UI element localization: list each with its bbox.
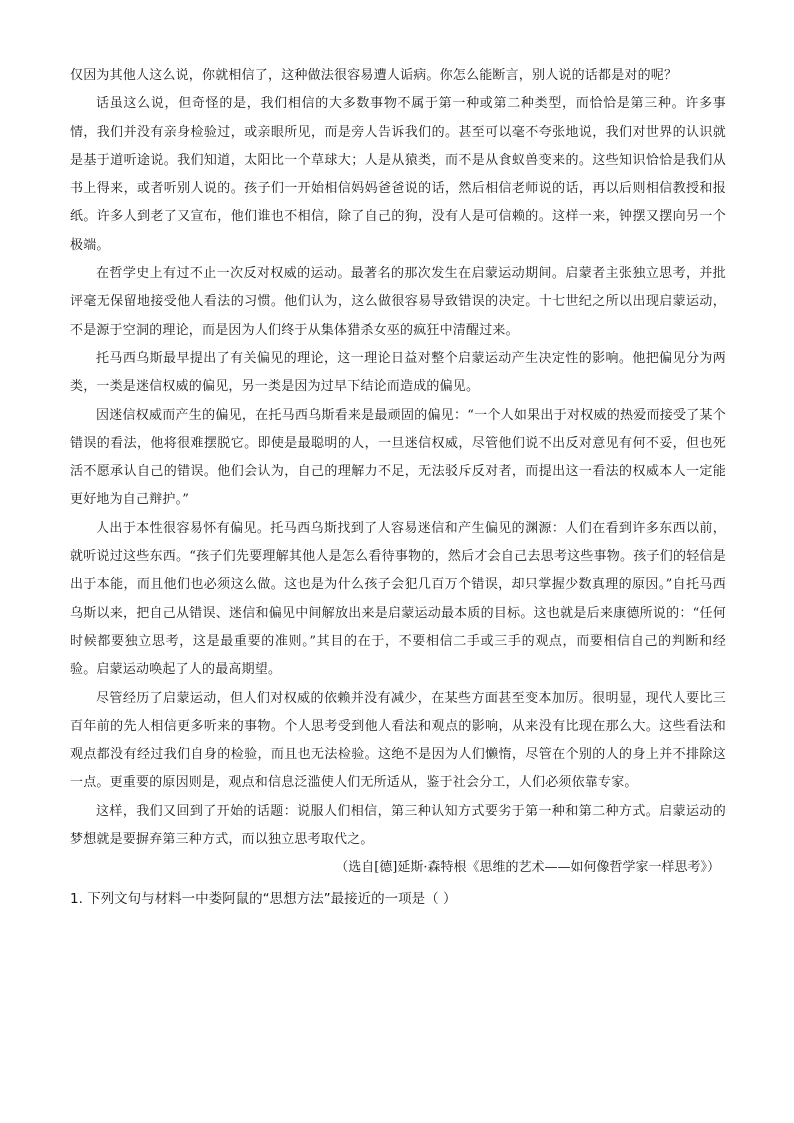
paragraph-2: 话虽这么说，但奇怪的是，我们相信的大多数事物不属于第一种或第二种类型，而恰恰是第三种。许多事情，我们并没有亲身检验过，或亲眼所见，而是旁人告诉我们的。甚至可以毫不夸张地说，我们对世界的认识就是基于道听途说。我们知道，太阳比一个草球大；人是从猿类，而不是从食蚁兽变来的。这些知识恰恰是我们从书上得来，或者听别人说的。孩子们一开始相信妈妈爸爸说的话，然后相信老师说的话，再以后则相信教授和报纸。许多人到老了又宣布，他们谁也不相信，除了自己的狗，没有人是可信赖的。这样一来，钟摆又摆向另一个极端。 bbox=[70, 96, 726, 253]
paragraph-7: 尽管经历了启蒙运动，但人们对权威的依赖并没有减少，在某些方面甚至变本加厉。很明显，现代人要比三百年前的先人相信更多听来的事物。个人思考受到他人看法和观点的影响，从来没有比现在那么大。这些看法和观点都没有经过我们自身的检验，而且也无法检验。这绝不是因为人们懒惰，尽管在个别的人的身上并不排除这一点。更重要的原因则是，观点和信息泛滥使人们无所适从，鉴于社会分工，人们必须依靠专家。 bbox=[70, 690, 726, 791]
source-citation: （选自[德]延斯·森特根《思维的艺术——如何像哲学家一样思考》） bbox=[335, 860, 720, 876]
paragraph-6: 人出于本性很容易怀有偏见。托马西乌斯找到了人容易迷信和产生偏见的渊源：人们在看到许多东西以前，就听说过这些东西。“孩子们先要理解其他人是怎么看待事物的，然后才会自己去思考这些事物。孩子们的轻信是出于本能，而且他们也必须这么做。这也是为什么孩子会犯几百万个错误，却只掌握少数真理的原因。”自托马西乌斯以来，把自己从错误、迷信和偏见中间解放出来是启蒙运动最本质的目标。这也就是后来康德所说的：“任何时候都要独立思考，这是最重要的准则。”其目的在于，不要相信二手或三手的观点，而要相信自己的判断和经验。启蒙运动唤起了人的最高期望。 bbox=[70, 520, 726, 678]
paragraph-5: 因迷信权威而产生的偏见，在托马西乌斯看来是最顽固的偏见：“一个人如果出于对权威的热爱而接受了某个错误的看法，他将很难摆脱它。即使是最聪明的人，一旦迷信权威，尽管他们说不出反对意见有何不妥，但也死活不愿承认自己的错误。他们会认为，自己的理解力不足，无法驳斥反对者，而提出这一看法的权威本人一定能更好地为自己辩护。” bbox=[70, 407, 726, 508]
paragraph-1: 仅因为其他人这么说，你就相信了，这种做法很容易遭人诟病。你怎么能断言，别人说的话都是对的呢？ bbox=[70, 68, 678, 83]
document-page bbox=[70, 62, 726, 913]
paragraph-8: 这样，我们又回到了开始的话题：说服人们相信，第三种认知方式要劣于第一种和第二种方式。启蒙运动的梦想就是要摒弃第三种方式，而以独立思考取代之。 bbox=[70, 803, 726, 848]
paragraph-4: 托马西乌斯最早提出了有关偏见的理论，这一理论日益对整个启蒙运动产生决定性的影响。他把偏见分为两类，一类是迷信权威的偏见，另一类是因为过早下结论而造成的偏见。 bbox=[70, 350, 726, 395]
paragraph-3: 在哲学史上有过不止一次反对权威的运动。最著名的那次发生在启蒙运动期间。启蒙者主张独立思考，并批评毫无保留地接受他人看法的习惯。他们认为，这么做很容易导致错误的决定。十七世纪之所以出现启蒙运动，不是源于空洞的理论，而是因为人们终于从集体猎杀女巫的疯狂中清醒过来。 bbox=[70, 266, 726, 338]
question-1: 1. 下列文句与材料一中娄阿鼠的“思想方法”最接近的一项是（ ） bbox=[70, 890, 457, 907]
